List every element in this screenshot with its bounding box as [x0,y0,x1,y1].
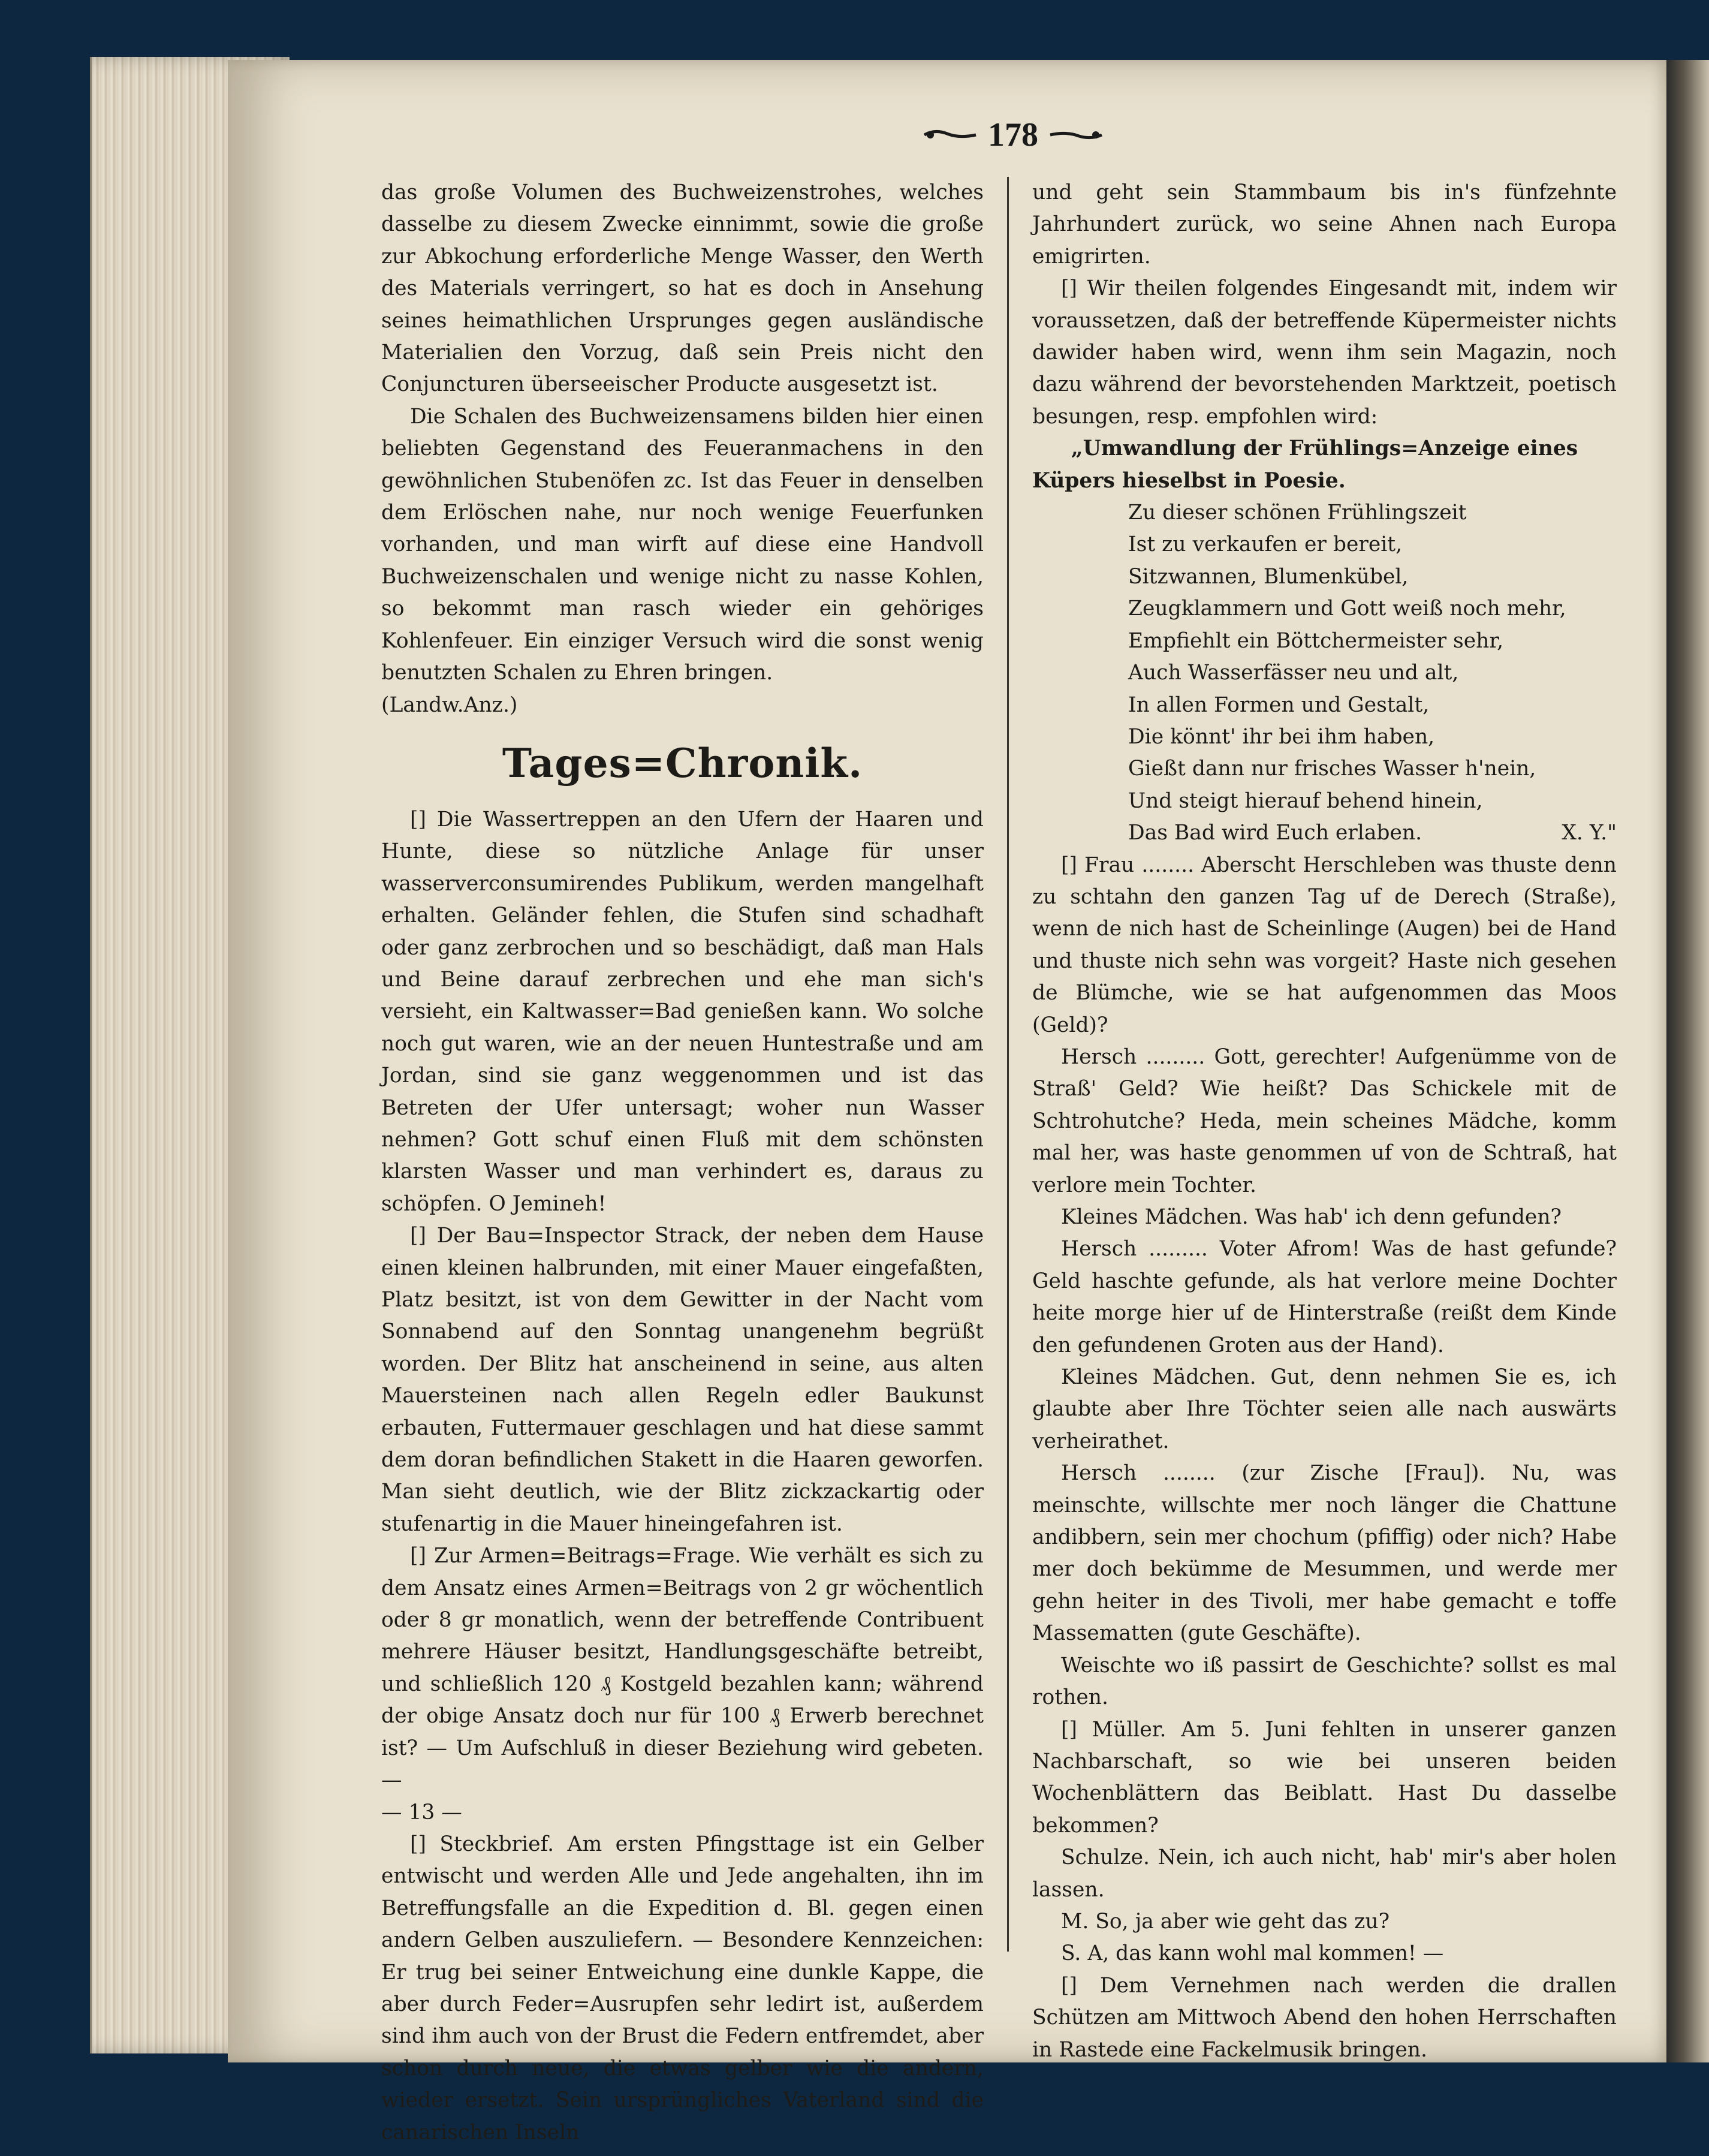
poem-signature: X. Y." [1562,821,1617,845]
book-spine-edge [1666,60,1709,2062]
poem-line: Zeugklammern und Gott weiß noch mehr, [1128,597,1566,621]
paragraph: Die Schalen des Buchweizensamens bilden hier einen beliebten Gegenstand des Feueranmachens in den gewöhnlichen Stubenöfen zc. Ist das Feuer in denselben dem Erlöschen nahe, nur noch wenige Feuerfunken vorhanden, und man wirft auf diese eine Handvoll Buchweizenschalen und wenige nicht zu nasse Kohlen, so bekommt man rasch wieder ein gehöriges Kohlenfeuer. Ein einziger Versuch wird die sonst wenig benutzten Schalen zu Ehren bringen. [381,404,984,685]
poem-last-line [1128,817,1617,849]
news-item: [] Müller. Am 5. Juni fehlten in unserer ganzen Nachbarschaft, so wie bei unseren beiden Wochenblättern das Beiblatt. Hast Du dasselbe bekommen? [1032,1717,1617,1838]
ornament-right-icon [1049,128,1103,142]
dialogue-item: Schulze. Nein, ich auch nicht, hab' mir's aber holen lassen. [1032,1845,1617,1902]
dialogue-item: Kleines Mädchen. Gut, denn nehmen Sie es, ich glaubte aber Ihre Töchter seien alle nach auswärts verheirathet. [1032,1365,1617,1453]
column-divider [1007,177,1009,1952]
paragraph: das große Volumen des Buchweizenstrohes, welches dasselbe zu diesem Zwecke einnimmt, sowie die große zur Abkochung erforderliche Menge Wasser, den Werth des Materials verringert, so hat es doch in Ansehung seines heimathlichen Ursprunges gegen ausländische Materialien den Vorzug, daß sein Preis nicht den Conjuncturen überseeischer Producte ausgesetzt ist. [381,180,984,397]
news-item: [] Zur Armen=Beitrags=Frage. Wie verhält es sich zu dem Ansatz eines Armen=Beitrags von 2 gr wöchentlich oder 8 gr monatlich, wenn der betreffende Contribuent mehrere Häuser besitzt, Handlungsgeschäfte betreibt, und schließlich 120 ₰ Kostgeld bezahlen kann; während der obige Ansatz doch nur für 100 ₰ Erwerb berechnet ist? — Um Aufschluß in dieser Beziehung wird gebeten. — [381,1544,984,1793]
news-item: [] Steckbrief. Am ersten Pfingsttage ist ein Gelber entwischt und werden Alle und Jede angehalten, ihn im Betreffungsfalle an die Expedition d. Bl. gegen einen andern Gelben auszuliefern. — Besondere Kennzeichen: Er trug bei seiner Entweichung eine dunkle Kappe, die aber durch Feder=Ausrupfen sehr ledirt ist, außerdem sind ihm auch von der Brust die Federn entfremdet, aber schon durch neue, die etwas gelber wie die andern, wieder ersetzt. Sein ursprüngliches Vaterland sind die canarischen Inseln [381,1832,984,2145]
dialogue-item: Hersch ........ (zur Zische [Frau]). Nu, was meinschte, willschte mer noch länger die Chattune andibbern, sein mer chochum (pfiffig) oder nich? Habe mer doch bekümme de Mesummen, und werde mer gehn heiter in des Tivoli, mer habe gemacht e toffe Massematten (gute Geschäfte). [1032,1461,1617,1646]
page-header [917,111,1109,159]
poem-line: Gießt dann nur frisches Wasser h'nein, [1128,757,1536,781]
dialogue-item: S. A, das kann wohl mal kommen! — [1061,1941,1444,1966]
poem-title: „Umwandlung der Frühlings=Anzeige eines Küpers hieselbst in Poesie. [1032,436,1578,493]
poem-line: Das Bad wird Euch erlaben. [1128,821,1422,845]
dialogue-item: [] Frau ........ Aberscht Herschleben was thuste denn zu schtahn den ganzen Tag uf de Derech (Straße), wenn de nich hast de Scheinlinge (Augen) bei de Hand und thuste nich sehn was vorgeit? Haste nich gesehen de Blümche, wie se hat aufgenommen das Moos (Geld)? [1032,853,1617,1037]
poem-line: Ist zu verkaufen er bereit, [1128,532,1403,557]
page-number: 178 [988,116,1038,153]
poem-line: Auch Wasserfässer neu und alt, [1128,661,1459,685]
poem-line: Die könnt' ihr bei ihm haben, [1128,724,1435,749]
source-citation: (Landw.Anz.) [381,692,518,717]
poem-line: In allen Formen und Gestalt, [1128,692,1430,717]
poem-line: Zu dieser schönen Frühlingszeit [1128,501,1467,525]
news-item: [] Dem Vernehmen nach werden die drallen Schützen am Mittwoch Abend den hohen Herrschaften in Rastede eine Fackelmusik bringen. [1032,1973,1617,2062]
left-column [381,177,984,2149]
dialogue-item: M. So, ja aber wie geht das zu? [1061,1909,1390,1934]
section-heading: Tages=Chronik. [502,739,863,787]
news-item: [] Wir theilen folgendes Eingesandt mit, indem wir voraussetzen, daß der betreffende Küpermeister nichts dawider haben wird, wenn ihm sein Magazin, noch dazu während der bevorstehenden Marktzeit, poetisch besungen, resp. empfohlen wird: [1032,276,1617,429]
dialogue-item: Weischte wo iß passirt de Geschichte? sollst es mal rothen. [1032,1653,1617,1710]
news-item: [] Der Bau=Inspector Strack, der neben dem Hause einen kleinen halbrunden, mit einer Mauer eingefaßten, Platz besitzt, ist von dem Gewitter in der Nacht vom Sonnabend auf den Sonntag unangenehm begrüßt worden. Der Blitz hat anscheinend in seine, aus alten Mauersteinen nach allen Regeln edler Baukunst erbauten, Futtermauer geschlagen und hat diese sammt dem doran befindlichen Stakett in die Haaren geworfen. Man sieht deutlich, wie der Blitz zickzackartig oder stufenartig in die Mauer hineingefahren ist. [381,1224,984,1536]
poem-line: Und steigt hierauf behend hinein, [1128,788,1483,813]
poem [1032,497,1617,849]
dialogue-item: Kleines Mädchen. Was hab' ich denn gefunden? [1061,1205,1562,1229]
paragraph: und geht sein Stammbaum bis in's fünfzehnte Jahrhundert zurück, wo seine Ahnen nach Europa emigrirten. [1032,180,1617,269]
dialogue-item: Hersch ......... Gott, gerechter! Aufgenümme von de Straß' Geld? Wie heißt? Das Schickele mit de Schtrohutche? Heda, mein scheines Mädche, komm mal her, was haste genommen uf von de Schtraß, hat verlore mein Tochter. [1032,1044,1617,1197]
right-column [1032,177,1617,2066]
item-separator: — 13 — [381,1800,462,1824]
poem-line: Empfiehlt ein Böttchermeister sehr, [1128,628,1504,653]
ornament-left-icon [923,128,977,142]
dialogue-item: Hersch ......... Voter Afrom! Was de hast gefunde? Geld haschte gefunde, als hat verlore meine Dochter heite morge hier uf de Hinterstraße (reißt dem Kinde den gefundenen Groten aus der Hand). [1032,1237,1617,1357]
news-item: [] Die Wassertreppen an den Ufern der Haaren und Hunte, diese so nützliche Anlage für unser wasserverconsumirendes Publikum, werden mangelhaft erhalten. Geländer fehlen, die Stufen sind schadhaft oder ganz zerbrochen und so beschädigt, daß man Hals und Beine darauf zerbrechen und ehe man sich's versieht, ein Kaltwasser=Bad genießen kann. Wo solche noch gut waren, wie an der neuen Huntestraße und am Jordan, sind sie ganz weggenommen und ist das Betreten der Ufer untersagt; woher nun Wasser nehmen? Gott schuf einen Fluß mit dem schönsten klarsten Wasser und man verhindert es, daraus zu schöpfen. O Jemineh! [381,807,984,1216]
poem-line: Sitzwannen, Blumenkübel, [1128,564,1409,589]
